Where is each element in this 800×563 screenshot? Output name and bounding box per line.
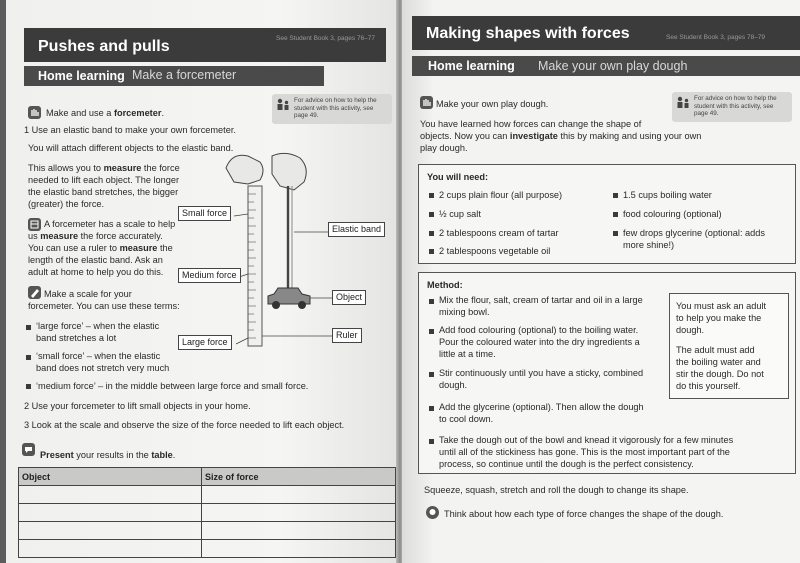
- results-table: [18, 467, 396, 558]
- step-3: 3 Look at the scale and observe the size of the force needed to lift each object.: [24, 420, 345, 430]
- table-row[interactable]: [19, 540, 396, 558]
- left-title-bar: [24, 28, 386, 62]
- method-step: Add food colouring (optional) to the boiling water. Pour the coloured water into the dry ingredients a little at a time.: [439, 325, 640, 359]
- parent-child-icon: [276, 98, 290, 110]
- label-object: Object: [332, 290, 366, 305]
- ingredient-item: food colouring (optional): [623, 209, 722, 219]
- investigate-paragraph: You have learned how forces can change the shape of objects. Now you can investigate this by making and using your own play dough.: [420, 119, 702, 153]
- bullet: [429, 231, 434, 236]
- bullet: [429, 299, 434, 304]
- bullet: [429, 212, 434, 217]
- make-scale-paragraph: Make a scale for your forcemeter. You can use these terms:: [28, 289, 180, 311]
- term-large-force: ‘large force’ – when the elastic band stretches a lot: [36, 321, 160, 343]
- bullet: [26, 325, 31, 330]
- activity-subtitle: Make your own play dough: [538, 59, 688, 73]
- advice-text: For advice on how to help the student with this activity, see page 49.: [694, 95, 777, 117]
- measure-paragraph: This allows you to measure the force needed to lift each object. The longer the elastic band stretches, the bigger (greater) the force.: [28, 163, 180, 209]
- page-title: Making shapes with forces: [426, 25, 630, 42]
- step-1: 1 Use an elastic band to make your own forcemeter.: [24, 125, 236, 135]
- table-row[interactable]: [19, 522, 396, 540]
- thought-icon: [426, 506, 439, 519]
- column-header-size-of-force: Size of force: [202, 468, 396, 486]
- bullet: [613, 212, 618, 217]
- intro-text: Make and use a forcemeter.: [46, 108, 164, 118]
- label-large-force: Large force: [178, 335, 232, 350]
- home-learning-label: Home learning: [38, 69, 125, 83]
- you-will-need-box: [418, 164, 796, 264]
- home-learning-bar: [24, 66, 324, 86]
- method-title: Method:: [427, 280, 463, 290]
- bullet: [26, 355, 31, 360]
- bullet: [429, 249, 434, 254]
- bullet: [429, 329, 434, 334]
- hand-left: [226, 155, 263, 184]
- term-small-force: ‘small force’ – when the elastic band does not stretch very much: [36, 351, 170, 373]
- ingredient-item: 2 tablespoons vegetable oil: [439, 246, 551, 256]
- left-page: [6, 0, 398, 563]
- parent-child-icon: [676, 96, 690, 108]
- step-2: 2 Use your forcemeter to lift small objects in your home.: [24, 401, 251, 411]
- ingredient-item: few drops glycerine (optional: adds more shine!): [623, 228, 765, 250]
- forcemeter-scale-paragraph: A forcemeter has a scale to help us measure the force accurately. You can use a ruler to measure the length of the elastic band. Ask an adult at home to help you do this.: [28, 219, 176, 277]
- bullet: [429, 406, 434, 411]
- table-row[interactable]: [19, 504, 396, 522]
- think-instruction: Think about how each type of force changes the shape of the dough.: [444, 509, 724, 519]
- home-learning-label: Home learning: [428, 59, 515, 73]
- present-instruction: Present your results in the table.: [40, 450, 176, 460]
- student-book-ref: See Student Book 3, pages 78–79: [666, 34, 766, 41]
- bullet: [429, 439, 434, 444]
- ingredient-item: ½ cup salt: [439, 209, 481, 219]
- forcemeter-diagram: [176, 148, 396, 358]
- ingredient-item: 1.5 cups boiling water: [623, 190, 712, 200]
- label-ruler: Ruler: [332, 328, 362, 343]
- intro-text: Make your own play dough.: [436, 99, 549, 109]
- table-row[interactable]: [19, 486, 396, 504]
- step-1-detail: You will attach different objects to the elastic band.: [28, 143, 234, 153]
- hand-right: [272, 153, 306, 190]
- right-page: [402, 0, 800, 563]
- label-small-force: Small force: [178, 206, 231, 221]
- safety-note: You must ask an adult to help you make the dough. The adult must add the boiling water and stir the dough. Do not do this yourself.: [669, 293, 789, 399]
- method-step: Take the dough out of the bowl and knead it vigorously for a few minutes until all of the stickiness has gone. This is the most important part of the process, so continue until the dough is the perfect consistency.: [439, 435, 734, 469]
- method-step: Stir continuously until you have a sticky, combined dough.: [439, 368, 644, 390]
- ingredient-item: 2 tablespoons cream of tartar: [439, 228, 559, 238]
- table-header-row: [19, 468, 396, 486]
- column-header-object: Object: [19, 468, 202, 486]
- method-box: [418, 272, 796, 474]
- student-book-ref: See Student Book 3, pages 76–77: [276, 35, 376, 42]
- ingredient-item: 2 cups plain flour (all purpose): [439, 190, 563, 200]
- bullet: [429, 193, 434, 198]
- term-medium-force: ‘medium force’ – in the middle between large force and small force.: [36, 381, 309, 391]
- bullet: [26, 384, 31, 389]
- hand-icon: [28, 106, 41, 119]
- home-learning-bar: [412, 56, 800, 76]
- toy-car-object: [268, 288, 310, 309]
- method-step: Add the glycerine (optional). Then allow the dough to cool down.: [439, 402, 644, 424]
- you-will-need-title: You will need:: [427, 172, 489, 182]
- bullet: [613, 193, 618, 198]
- hand-icon: [420, 96, 433, 109]
- bullet: [429, 372, 434, 377]
- label-medium-force: Medium force: [178, 268, 241, 283]
- advice-box: [272, 94, 392, 124]
- right-title-bar: [412, 16, 800, 50]
- page-title: Pushes and pulls: [38, 38, 170, 55]
- bullet: [613, 231, 618, 236]
- activity-subtitle: Make a forcemeter: [132, 68, 237, 82]
- label-elastic-band: Elastic band: [328, 222, 385, 237]
- squeeze-instruction: Squeeze, squash, stretch and roll the dough to change its shape.: [424, 485, 689, 495]
- chat-icon: [22, 443, 35, 456]
- method-step: Mix the flour, salt, cream of tartar and oil in a large mixing bowl.: [439, 295, 643, 317]
- advice-text: For advice on how to help the student with this activity, see page 49.: [294, 97, 377, 119]
